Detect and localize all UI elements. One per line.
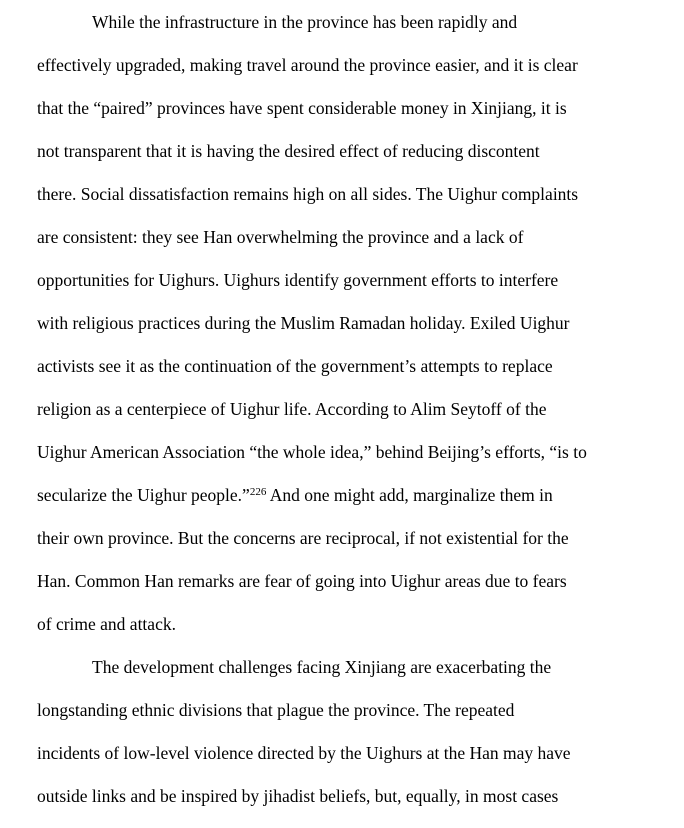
paragraph-1-line-7: opportunities for Uighurs. Uighurs identify government efforts to interfere xyxy=(37,270,559,290)
paragraph-2-line-1: The development challenges facing Xinjiang are exacerbating the xyxy=(92,657,552,677)
paragraph-1-line-1: While the infrastructure in the province has been rapidly and xyxy=(92,12,518,32)
paragraph-1-line-4: not transparent that it is having the desired effect of reducing discontent xyxy=(37,141,540,161)
line-12-text-after: And one might add, marginalize them in xyxy=(266,485,553,505)
paragraph-1-line-2: effectively upgraded, making travel around the province easier, and it is clear xyxy=(37,55,578,75)
paragraph-1-line-12 xyxy=(37,484,553,506)
paragraph-2-line-4: outside links and be inspired by jihadist beliefs, but, equally, in most cases xyxy=(37,786,559,806)
footnote-reference-226[interactable]: 226 xyxy=(249,486,267,498)
paragraph-1-line-3: that the “paired” provinces have spent considerable money in Xinjiang, it is xyxy=(37,98,567,118)
paragraph-1-line-15: of crime and attack. xyxy=(37,614,176,634)
paragraph-1-line-14: Han. Common Han remarks are fear of going into Uighur areas due to fears xyxy=(37,571,567,591)
paragraph-1-line-6: are consistent: they see Han overwhelming the province and a lack of xyxy=(37,227,524,247)
paragraph-2-line-3: incidents of low-level violence directed by the Uighurs at the Han may have xyxy=(37,743,571,763)
paragraph-1-line-11: Uighur American Association “the whole idea,” behind Beijing’s efforts, “is to xyxy=(37,442,587,462)
paragraph-1-line-13: their own province. But the concerns are reciprocal, if not existential for the xyxy=(37,528,569,548)
line-12-text-before: secularize the Uighur people.” xyxy=(37,485,250,505)
paragraph-1-line-8: with religious practices during the Muslim Ramadan holiday. Exiled Uighur xyxy=(37,313,570,333)
paragraph-1-line-10: religion as a centerpiece of Uighur life. According to Alim Seytoff of the xyxy=(37,399,547,419)
paragraph-1-line-9: activists see it as the continuation of the government’s attempts to replace xyxy=(37,356,553,376)
paragraph-2-line-2: longstanding ethnic divisions that plague the province. The repeated xyxy=(37,700,515,720)
paragraph-1-line-5: there. Social dissatisfaction remains high on all sides. The Uighur complaints xyxy=(37,184,579,204)
